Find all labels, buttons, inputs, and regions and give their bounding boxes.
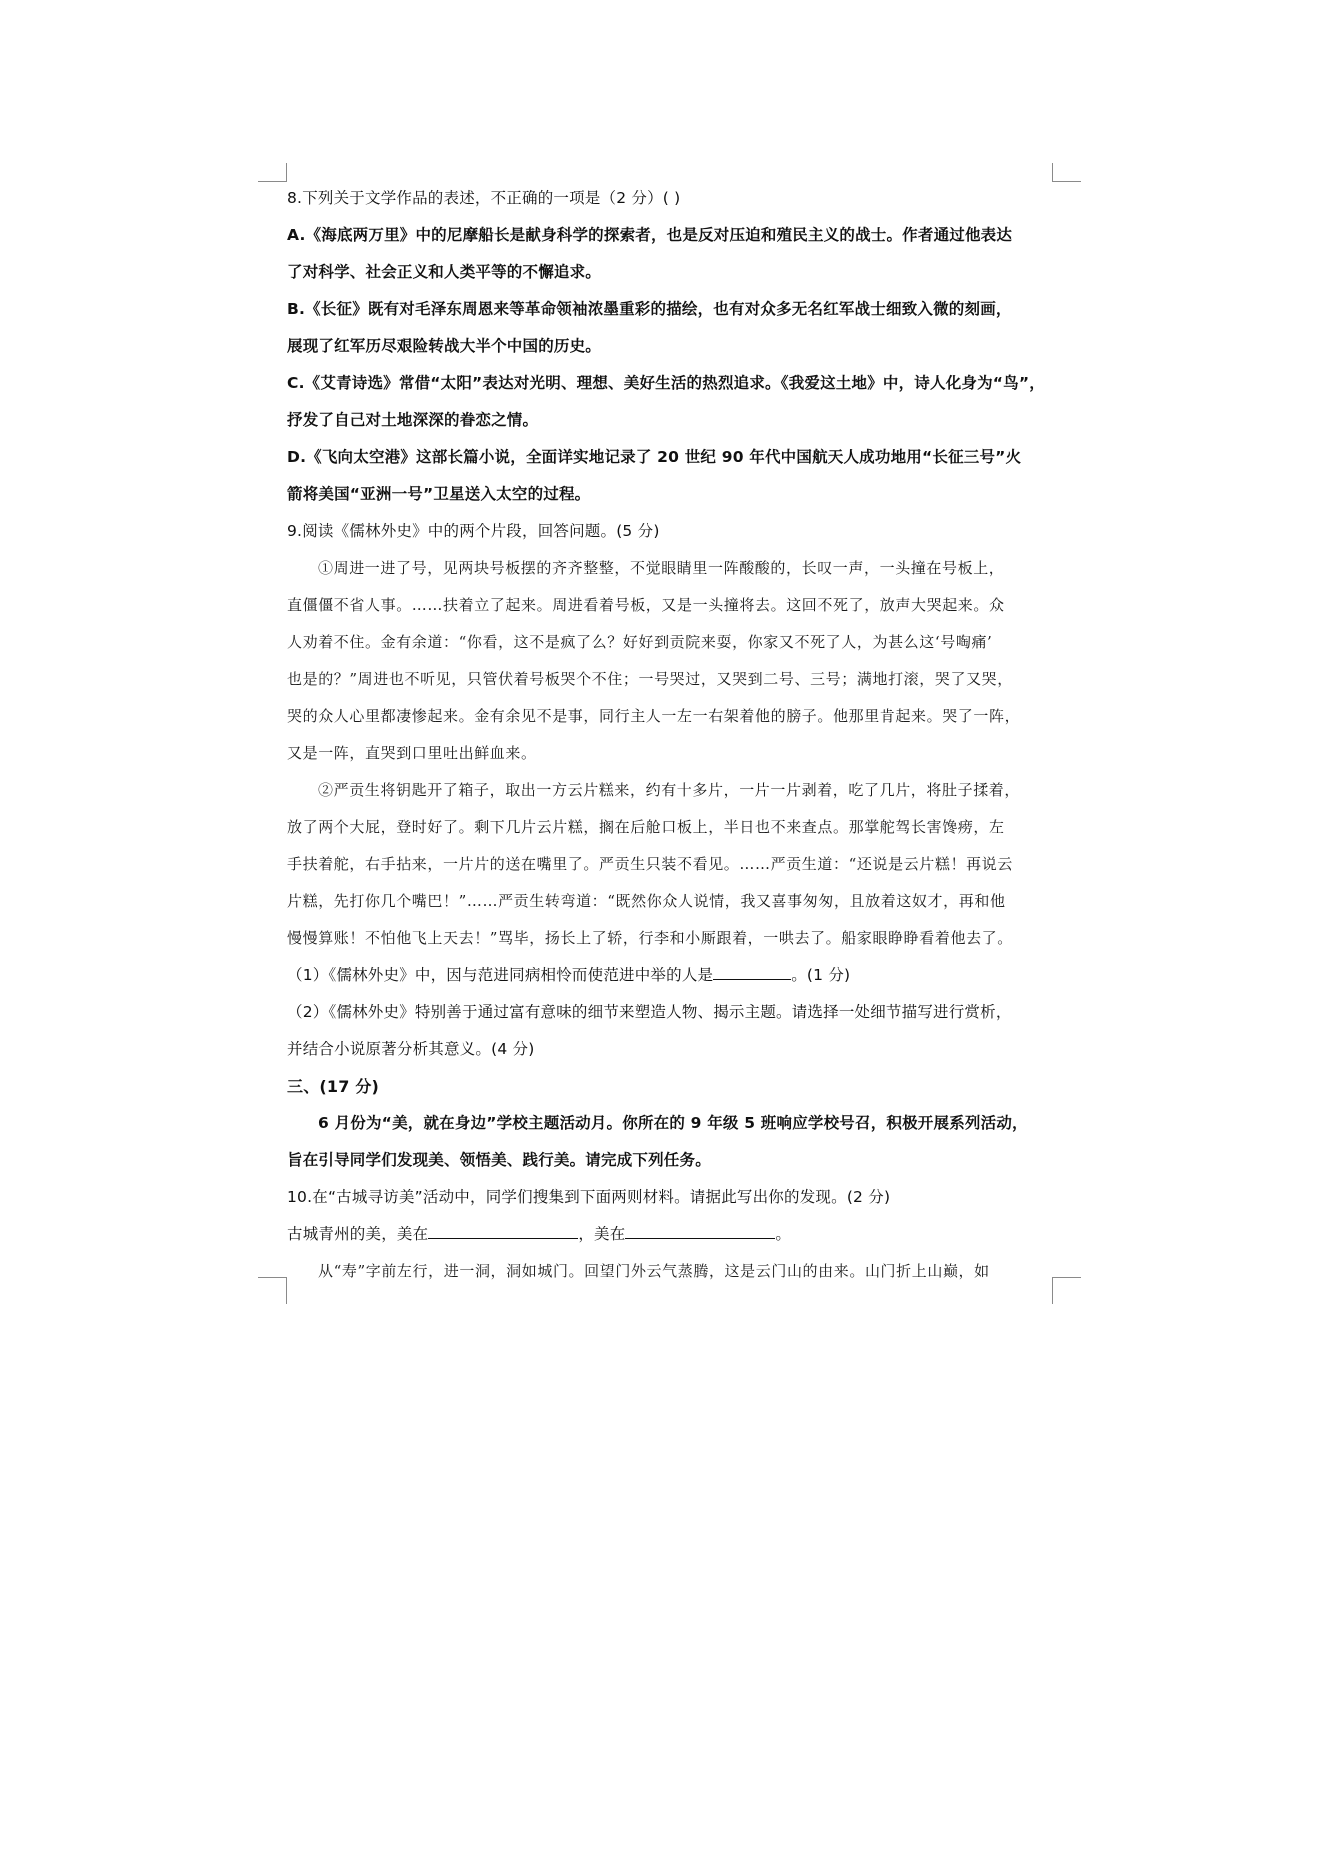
- section-3-intro-line-2: 旨在引导同学们发现美、领悟美、践行美。请完成下列任务。: [287, 1151, 711, 1169]
- option-d-line-1: D.《飞向太空港》这部长篇小说，全面详实地记录了 20 世纪 90 年代中国航天人成功地用“长征三号”火: [287, 448, 1022, 466]
- question-9-stem: 9.阅读《儒林外史》中的两个片段，回答问题。(5 分): [287, 522, 660, 540]
- fill-end: 。: [775, 1225, 792, 1243]
- question-10-fill-line: [287, 1216, 1057, 1253]
- question-9-sub-2-line-1: （2）《儒林外史》特别善于通过富有意味的细节来塑造人物、揭示主题。请选择一处细节描写进行赏析，: [287, 1003, 1012, 1021]
- section-3-heading: 三、(17 分): [287, 1077, 380, 1096]
- excerpt-2-line: 片糕，先打你几个嘴巴！”……严贡生转弯道：“既然你众人说情，我又喜事匆匆，且放着这奴才，再和他: [287, 892, 1006, 910]
- excerpt-2-line: ②严贡生将钥匙开了箱子，取出一方云片糕来，约有十多片，一片一片剥着，吃了几片，将肚子揉着，: [318, 781, 1021, 799]
- fill-middle: ，美在: [578, 1225, 626, 1243]
- answer-blank[interactable]: [713, 961, 791, 980]
- option-c-line-2: 抒发了自己对土地深深的眷恋之情。: [287, 411, 539, 429]
- excerpt-1-line: 人劝着不住。金有余道：“你看，这不是疯了么？好好到贡院来耍，你家又不死了人，为甚么这‘号啕痛’: [287, 633, 993, 651]
- fill-prompt: 古城青州的美，美在: [287, 1225, 429, 1243]
- sub-1-prompt: （1）《儒林外史》中，因与范进同病相怜而使范进中举的人是: [287, 966, 714, 984]
- excerpt-2-line: 慢慢算账！不怕他飞上天去！”骂毕，扬长上了轿，行李和小厮跟着，一哄去了。船家眼睁睁看着他去了。: [287, 929, 1013, 947]
- excerpt-1-line: ①周进一进了号，见两块号板摆的齐齐整整，不觉眼睛里一阵酸酸的，长叹一声，一头撞在号板上，: [318, 559, 1005, 577]
- excerpt-1-line: 直僵僵不省人事。……扶着立了起来。周进看着号板，又是一头撞将去。这回不死了，放声大哭起来。众: [287, 596, 1005, 614]
- crop-mark-bottom-left: [258, 1277, 287, 1304]
- question-9-sub-1: [287, 957, 1057, 994]
- excerpt-1-line: 又是一阵，直哭到口里吐出鲜血来。: [287, 744, 537, 762]
- answer-blank[interactable]: [428, 1220, 578, 1239]
- question-8-stem: 8.下列关于文学作品的表述，不正确的一项是（2 分）( ): [287, 189, 681, 207]
- question-9-sub-2-line-2: 并结合小说原著分析其意义。(4 分): [287, 1040, 535, 1058]
- excerpt-2-line: 放了两个大屁，登时好了。剩下几片云片糕，搁在后舱口板上，半日也不来查点。那掌舵驾长害馋痨，左: [287, 818, 1005, 836]
- section-3-intro-line-1: 6 月份为“美，就在身边”学校主题活动月。你所在的 9 年级 5 班响应学校号召，积极开展系列活动，: [318, 1114, 1028, 1132]
- crop-mark-top-left: [258, 163, 287, 182]
- excerpt-1-line: 也是的？”周进也不听见，只管伏着号板哭个不住；一号哭过，又哭到二号、三号；满地打滚，哭了又哭，: [287, 670, 1013, 688]
- material-passage-line: 从“寿”字前左行，进一洞，洞如城门。回望门外云气蒸腾，这是云门山的由来。山门折上山巅，如: [318, 1262, 990, 1280]
- option-a-line-2: 了对科学、社会正义和人类平等的不懈追求。: [287, 263, 602, 281]
- option-b-line-2: 展现了红军历尽艰险转战大半个中国的历史。: [287, 337, 602, 355]
- answer-blank[interactable]: [625, 1220, 775, 1239]
- option-a-line-1: A.《海底两万里》中的尼摩船长是献身科学的探索者，也是反对压迫和殖民主义的战士。作者通过他表达: [287, 226, 1013, 244]
- excerpt-1-line: 哭的众人心里都凄惨起来。金有余见不是事，同行主人一左一右架着他的膀子。他那里肯起来。哭了一阵，: [287, 707, 1021, 725]
- exam-content: [287, 180, 1057, 1290]
- question-10-stem: 10.在“古城寻访美”活动中，同学们搜集到下面两则材料。请据此写出你的发现。(2 分): [287, 1188, 891, 1206]
- excerpt-2-line: 手扶着舵，右手拈来，一片片的送在嘴里了。严贡生只装不看见。……严贡生道：“还说是云片糕！再说云: [287, 855, 1013, 873]
- option-b-line-1: B.《长征》既有对毛泽东周恩来等革命领袖浓墨重彩的描绘，也有对众多无名红军战士细致入微的刻画，: [287, 300, 1012, 318]
- sub-1-score: 。(1 分): [791, 966, 851, 984]
- option-c-line-1: C.《艾青诗选》常借“太阳”表达对光明、理想、美好生活的热烈追求。《我爱这土地》中，诗人化身为“鸟”，: [287, 374, 1045, 392]
- option-d-line-2: 箭将美国“亚洲一号”卫星送入太空的过程。: [287, 485, 591, 503]
